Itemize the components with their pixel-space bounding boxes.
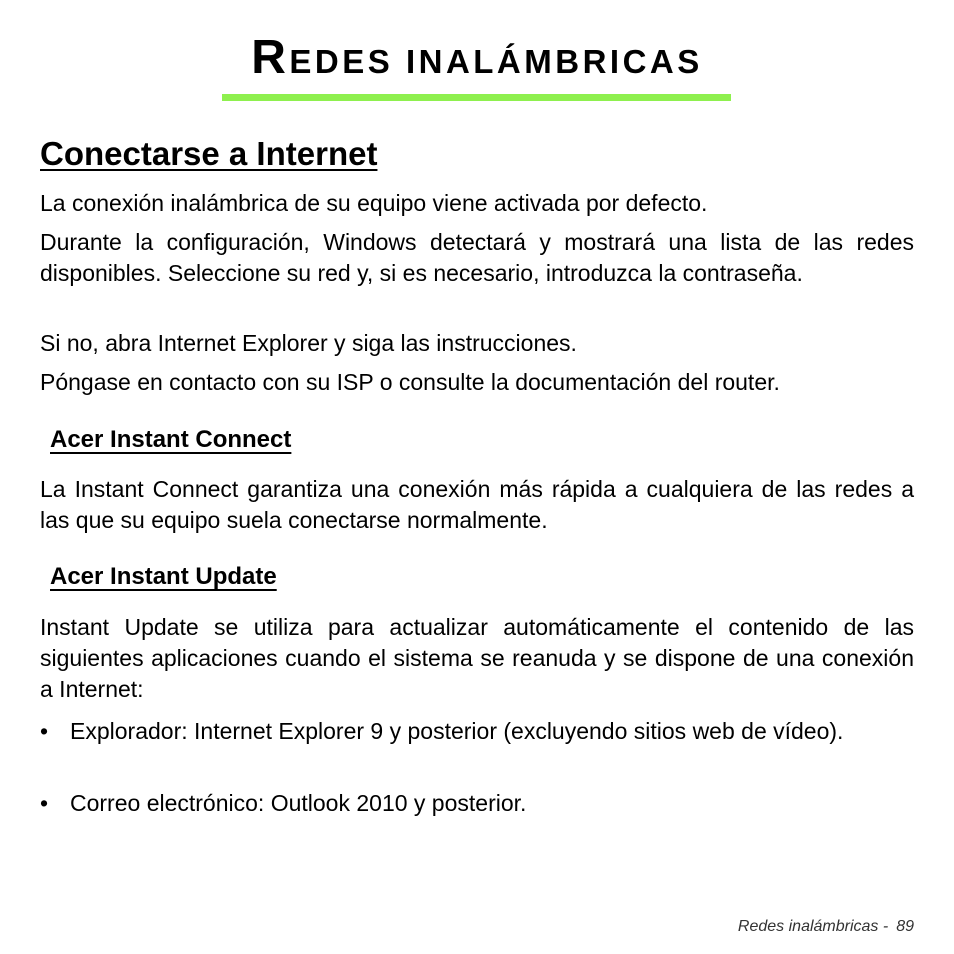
bullet-icon: •	[40, 718, 49, 744]
paragraph-instant-update: Instant Update se utiliza para actualizar automáticamente el contenido de las siguientes aplicaciones cuando el sistema se reanuda y se dispone de una conexión a Internet:	[40, 614, 914, 702]
footer-running-title: Redes inalámbricas -	[737, 918, 889, 935]
section-heading-conectarse: Conectarse a Internet	[40, 135, 378, 172]
bullet-icon: •	[40, 790, 49, 816]
paragraph-wireless-default: La conexión inalámbrica de su equipo viene activada por defecto.	[40, 190, 708, 216]
list-item-text: Explorador: Internet Explorer 9 y posterior (excluyendo sitios web de vídeo).	[70, 718, 844, 744]
chapter-title-initial: R	[251, 31, 290, 84]
chapter-title	[0, 28, 954, 92]
list-item	[40, 716, 914, 747]
page-footer	[738, 916, 914, 938]
page-number: 89	[896, 918, 914, 935]
subsection-heading-instant-connect: Acer Instant Connect	[50, 426, 292, 453]
chapter-title-rule	[222, 94, 731, 101]
paragraph-instant-connect: La Instant Connect garantiza una conexión más rápida a cualquiera de las redes a las que su equipo suela conectarse normalmente.	[40, 476, 914, 533]
list-item-text: Correo electrónico: Outlook 2010 y posterior.	[70, 790, 527, 816]
paragraph-windows-setup: Durante la configuración, Windows detectará y mostrará una lista de las redes disponibles. Seleccione su red y, si es necesario, introduzca la contraseña.	[40, 229, 914, 286]
subsection-heading-instant-update: Acer Instant Update	[50, 563, 277, 590]
paragraph-isp-contact: Póngase en contacto con su ISP o consulte la documentación del router.	[40, 369, 780, 395]
chapter-title-rest: EDES INALÁMBRICAS	[289, 43, 703, 80]
list-item	[40, 788, 914, 819]
paragraph-internet-explorer: Si no, abra Internet Explorer y siga las instrucciones.	[40, 330, 577, 356]
